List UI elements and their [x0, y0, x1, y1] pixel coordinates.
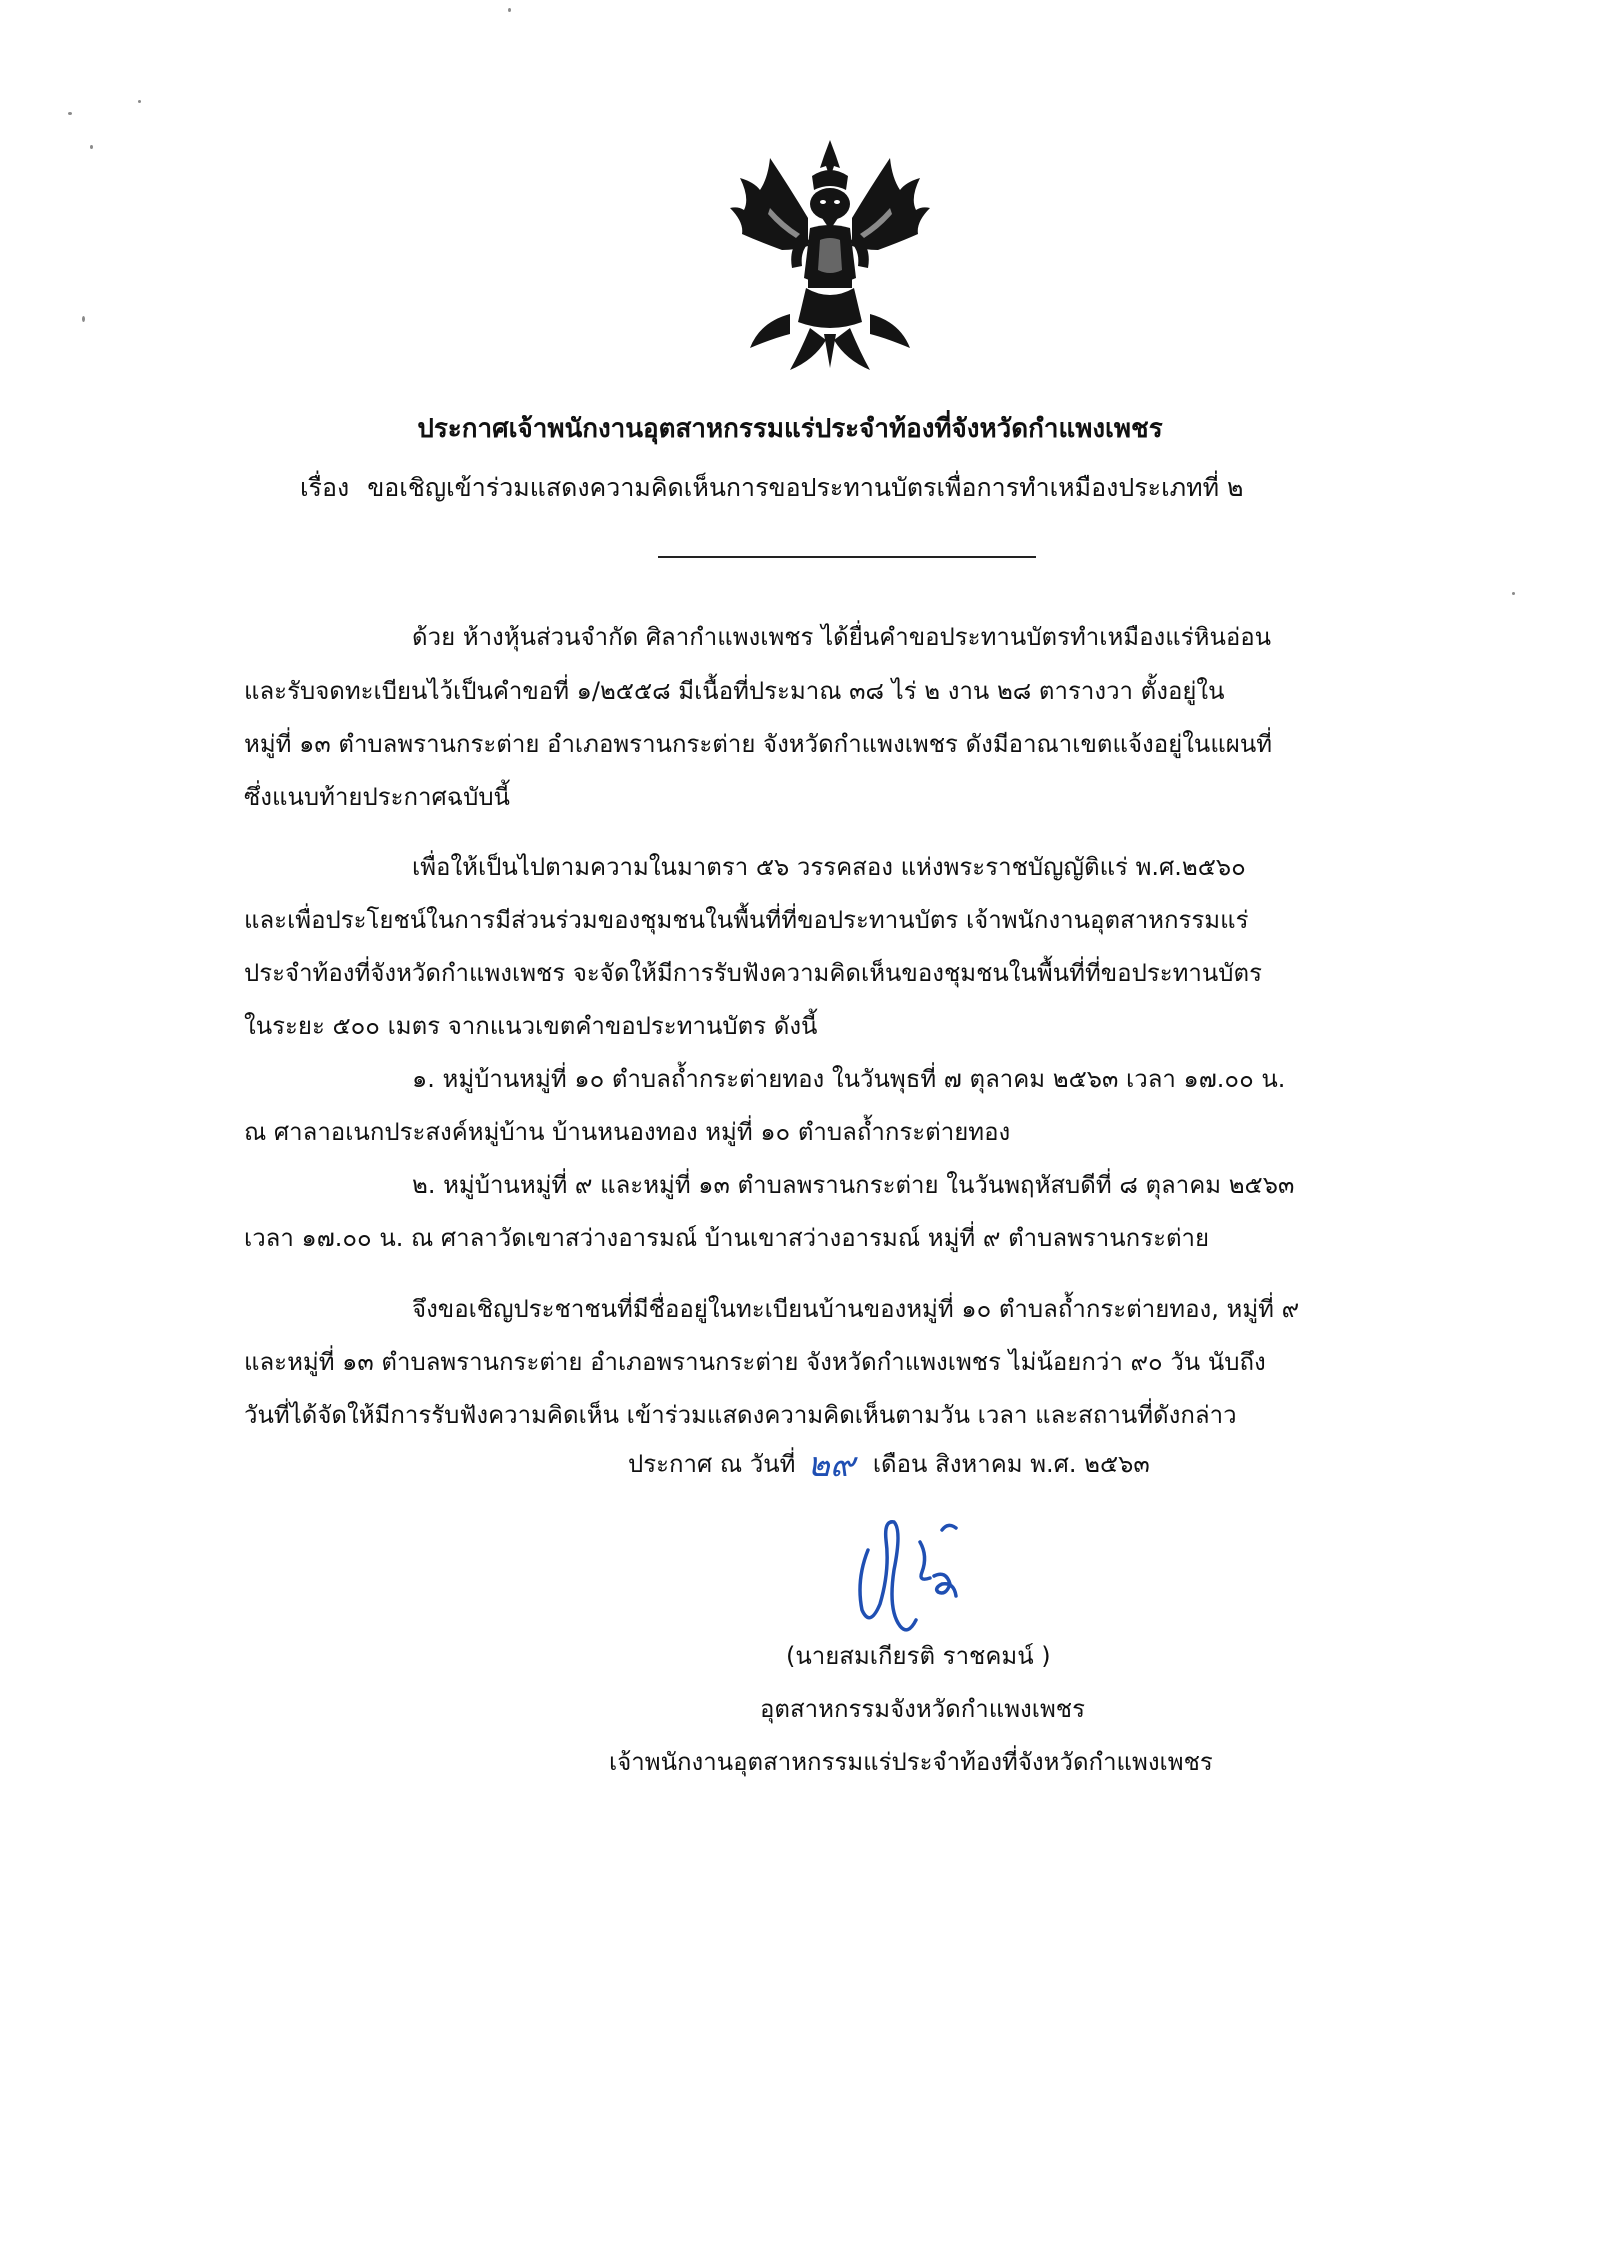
signatory-official-title: เจ้าพนักงานอุตสาหกรรมแร่ประจำท้องที่จังหวัดกำแพงเพชร [609, 1748, 1213, 1776]
title-divider [658, 556, 1036, 558]
garuda-emblem-icon [730, 138, 930, 373]
list-item-line: ณ ศาลาอเนกประสงค์หมู่บ้าน บ้านหนองทอง หมู่ที่ ๑๐ ตำบลถ้ำกระต่ายทอง [244, 1118, 1011, 1146]
list-item-line: ๑. หมู่บ้านหมู่ที่ ๑๐ ตำบลถ้ำกระต่ายทอง ในวันพุธที่ ๗ ตุลาคม ๒๕๖๓ เวลา ๑๗.๐๐ น. [412, 1065, 1286, 1093]
subject-text: ขอเชิญเข้าร่วมแสดงความคิดเห็นการขอประทานบัตรเพื่อการทำเหมืองประเภทที่ ๒ [367, 473, 1244, 502]
date-prefix: ประกาศ ณ วันที่ [628, 1450, 796, 1478]
subject-line [300, 470, 1400, 506]
list-item-line: ๒. หมู่บ้านหมู่ที่ ๙ และหมู่ที่ ๑๓ ตำบลพรานกระต่าย ในวันพฤหัสบดีที่ ๘ ตุลาคม ๒๕๖๓ [412, 1171, 1295, 1199]
handwritten-signature [838, 1500, 1008, 1650]
announcement-date [628, 1445, 1150, 1485]
paragraph-line: ซึ่งแนบท้ายประกาศฉบับนี้ [244, 783, 510, 811]
scan-speck [508, 8, 511, 12]
paragraph-line: และหมู่ที่ ๑๓ ตำบลพรานกระต่าย อำเภอพรานกระต่าย จังหวัดกำแพงเพชร ไม่น้อยกว่า ๙๐ วัน นับถึง [244, 1348, 1266, 1376]
signatory-position: อุตสาหกรรมจังหวัดกำแพงเพชร [760, 1695, 1085, 1723]
scan-speck [138, 100, 141, 103]
paragraph-line: เพื่อให้เป็นไปตามความในมาตรา ๕๖ วรรคสอง แห่งพระราชบัญญัติแร่ พ.ศ.๒๕๖๐ [412, 853, 1246, 881]
scan-speck [68, 112, 72, 115]
paragraph-line: ด้วย ห้างหุ้นส่วนจำกัด ศิลากำแพงเพชร ได้ยื่นคำขอประทานบัตรทำเหมืองแร่หินอ่อน [412, 623, 1272, 651]
paragraph-line: หมู่ที่ ๑๓ ตำบลพรานกระต่าย อำเภอพรานกระต่าย จังหวัดกำแพงเพชร ดังมีอาณาเขตแจ้งอยู่ในแผนที่ [244, 730, 1273, 758]
document-title: ประกาศเจ้าพนักงานอุตสาหกรรมแร่ประจำท้องที่จังหวัดกำแพงเพชร [417, 414, 1163, 444]
scan-speck [82, 316, 85, 322]
scan-speck [90, 145, 93, 149]
date-suffix: เดือน สิงหาคม พ.ศ. ๒๕๖๓ [872, 1450, 1150, 1478]
paragraph-line: ในระยะ ๕๐๐ เมตร จากแนวเขตคำขอประทานบัตร ดังนี้ [244, 1012, 818, 1040]
scan-speck [1512, 592, 1515, 595]
paragraph-line: และเพื่อประโยชน์ในการมีส่วนร่วมของชุมชนในพื้นที่ที่ขอประทานบัตร เจ้าพนักงานอุตสาหกรรมแร่ [244, 906, 1249, 934]
list-item-line: เวลา ๑๗.๐๐ น. ณ ศาลาวัดเขาสว่างอารมณ์ บ้านเขาสว่างอารมณ์ หมู่ที่ ๙ ตำบลพรานกระต่าย [244, 1224, 1210, 1252]
date-day-handwritten: ๒๙ [807, 1445, 855, 1485]
signatory-name: (นายสมเกียรติ ราชคมน์ ) [786, 1642, 1051, 1670]
paragraph-line: และรับจดทะเบียนไว้เป็นคำขอที่ ๑/๒๕๕๘ มีเนื้อที่ประมาณ ๓๘ ไร่ ๒ งาน ๒๘ ตารางวา ตั้งอยู่ใน [244, 677, 1225, 705]
subject-label: เรื่อง [300, 473, 350, 502]
paragraph-line: จึงขอเชิญประชาชนที่มีชื่ออยู่ในทะเบียนบ้านของหมู่ที่ ๑๐ ตำบลถ้ำกระต่ายทอง, หมู่ที่ ๙ [412, 1295, 1300, 1323]
paragraph-line: ประจำท้องที่จังหวัดกำแพงเพชร จะจัดให้มีการรับฟังความคิดเห็นของชุมชนในพื้นที่ที่ขอประทานบัตร [244, 959, 1263, 987]
paragraph-line: วันที่ได้จัดให้มีการรับฟังความคิดเห็น เข้าร่วมแสดงความคิดเห็นตามวัน เวลา และสถานที่ดังกล่าว [244, 1401, 1237, 1429]
